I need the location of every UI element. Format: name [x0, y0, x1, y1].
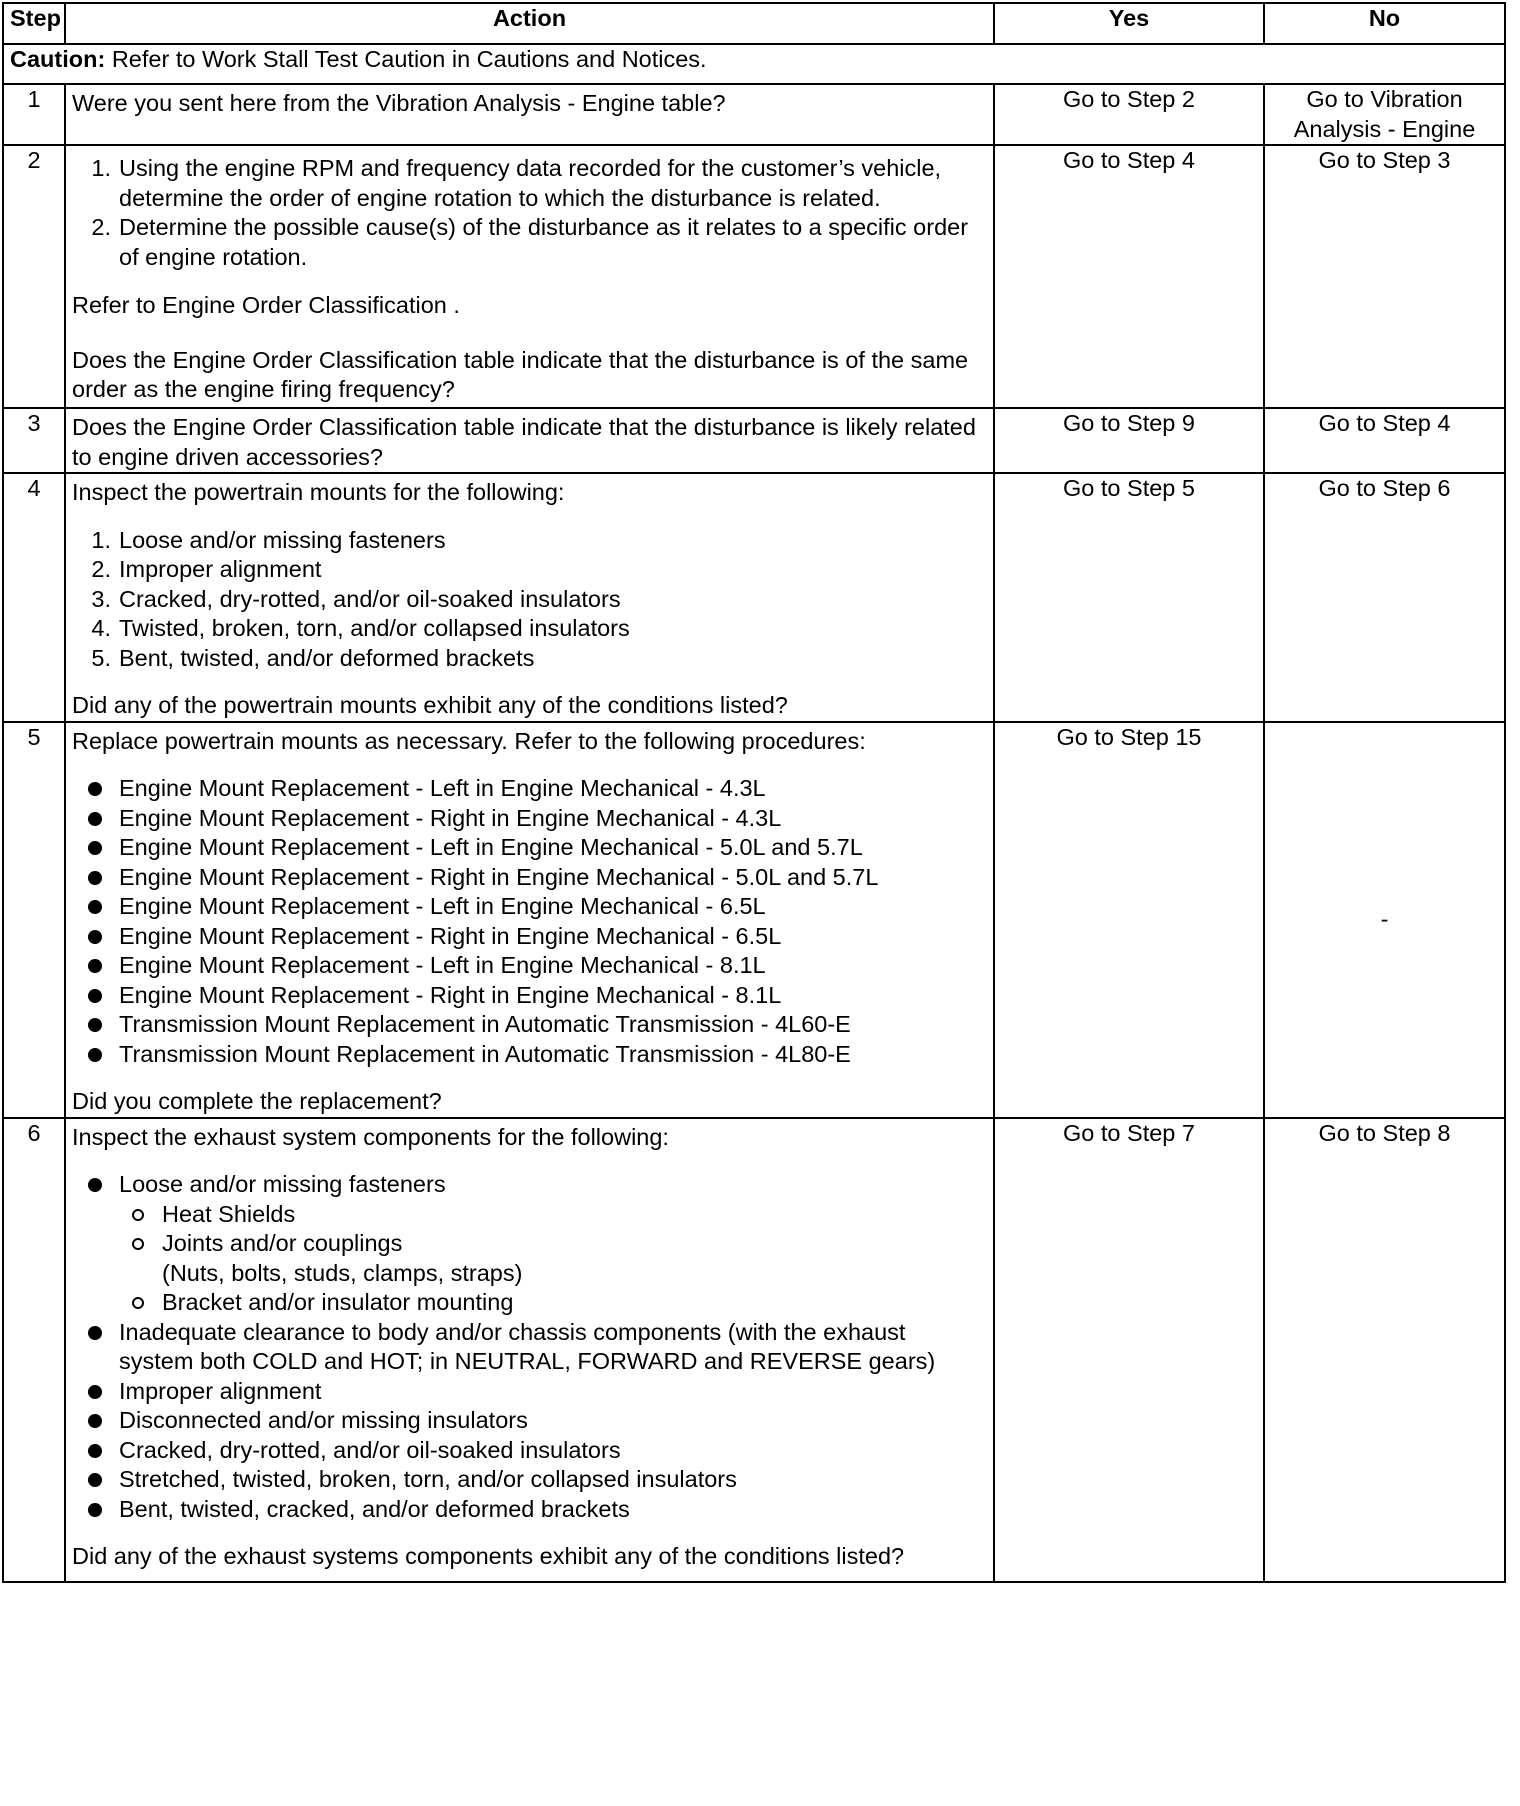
action-cell — [65, 722, 994, 1118]
action-cell — [65, 1118, 994, 1582]
list-item: 2. Improper alignment — [91, 556, 322, 582]
procedure-link[interactable]: Engine Mount Replacement - Right in Engine Mechanical - 5.0L and 5.7L — [72, 863, 987, 893]
no-cell: - — [1264, 722, 1505, 1118]
list-item: 5. Bent, twisted, and/or deformed brackets — [91, 644, 535, 671]
circle-bullet-icon — [119, 1288, 162, 1318]
sub-list-item: Bracket and/or insulator mounting — [119, 1288, 987, 1318]
diagnostic-table — [2, 2, 1506, 1583]
condition-list — [72, 1170, 987, 1524]
procedure-link[interactable]: Transmission Mount Replacement in Automatic Transmission - 4L60-E — [72, 1010, 987, 1040]
bullet-icon — [72, 892, 119, 922]
intro-text: Inspect the exhaust system components for the following: — [72, 1123, 669, 1150]
no-cell[interactable]: Go to Step 4 — [1264, 408, 1505, 473]
yes-cell[interactable]: Go to Step 7 — [994, 1118, 1264, 1582]
header-step: Step — [3, 3, 65, 44]
no-cell[interactable]: Go to Step 3 — [1264, 145, 1505, 408]
list-item: 3. Cracked, dry-rotted, and/or oil-soaked insulators — [91, 585, 621, 612]
yes-cell[interactable]: Go to Step 9 — [994, 408, 1264, 473]
sub-list-item: Joints and/or couplings (Nuts, bolts, studs, clamps, straps) — [119, 1229, 987, 1288]
header-yes: Yes — [994, 3, 1264, 44]
no-cell[interactable] — [1264, 84, 1505, 145]
caution-cell — [3, 44, 1505, 84]
action-cell — [65, 145, 994, 408]
numbered-list — [72, 526, 987, 674]
list-item: 4. Twisted, broken, torn, and/or collapsed insulators — [91, 615, 630, 641]
list-item: Disconnected and/or missing insulators — [72, 1406, 987, 1436]
step-number: 5 — [3, 722, 65, 1118]
no-line-2: Analysis - Engine — [1293, 115, 1476, 142]
list-item: 2. Determine the possible cause(s) of the disturbance as it relates to a specific order of engine rotation. — [91, 214, 969, 270]
circle-bullet-icon — [119, 1229, 162, 1288]
list-item: 1. Using the engine RPM and frequency data recorded for the customer’s vehicle, determine the order of engine rotation to which the disturbance is related. — [91, 155, 942, 211]
procedure-link[interactable]: Engine Mount Replacement - Right in Engine Mechanical - 6.5L — [72, 922, 987, 952]
step-number: 2 — [3, 145, 65, 408]
list-item: Bent, twisted, cracked, and/or deformed brackets — [72, 1495, 987, 1525]
yes-cell[interactable]: Go to Step 5 — [994, 473, 1264, 722]
bullet-icon — [72, 1040, 119, 1070]
table-row-step-2 — [3, 145, 1505, 408]
bullet-icon — [72, 1010, 119, 1040]
bullet-icon — [72, 863, 119, 893]
refer-text[interactable]: Refer to Engine Order Classification . — [72, 292, 460, 318]
procedure-link[interactable]: Engine Mount Replacement - Right in Engine Mechanical - 4.3L — [72, 804, 987, 834]
list-item: Improper alignment — [72, 1377, 987, 1407]
bullet-icon — [72, 981, 119, 1011]
no-cell[interactable]: Go to Step 6 — [1264, 473, 1505, 722]
question-text: Did you complete the replacement? — [72, 1088, 442, 1114]
caution-row — [3, 44, 1505, 84]
bullet-icon — [72, 833, 119, 863]
question-text: Were you sent here from the Vibration Analysis - Engine table? — [72, 90, 726, 116]
intro-text: Replace powertrain mounts as necessary. Refer to the following procedures: — [72, 727, 866, 754]
action-cell — [65, 408, 994, 473]
yes-cell[interactable]: Go to Step 4 — [994, 145, 1264, 408]
yes-cell[interactable]: Go to Step 15 — [994, 722, 1264, 1118]
bullet-icon — [72, 1465, 119, 1495]
no-line-1: Go to Vibration — [1306, 86, 1463, 112]
procedure-link[interactable]: Transmission Mount Replacement in Automatic Transmission - 4L80-E — [72, 1040, 987, 1070]
bullet-icon — [72, 1377, 119, 1407]
table-row-step-4 — [3, 473, 1505, 722]
procedure-link[interactable]: Engine Mount Replacement - Left in Engine Mechanical - 6.5L — [72, 892, 987, 922]
procedure-link[interactable]: Engine Mount Replacement - Right in Engine Mechanical - 8.1L — [72, 981, 987, 1011]
circle-bullet-icon — [119, 1200, 162, 1230]
question-text: Does the Engine Order Classification table indicate that the disturbance is of the same order as the engine firing frequency? — [72, 346, 969, 402]
table-row-step-3 — [3, 408, 1505, 473]
bullet-icon — [72, 774, 119, 804]
procedure-link[interactable]: Engine Mount Replacement - Left in Engine Mechanical - 8.1L — [72, 951, 987, 981]
action-cell — [65, 84, 994, 145]
procedure-link[interactable]: Engine Mount Replacement - Left in Engine Mechanical - 4.3L — [72, 774, 987, 804]
bullet-icon — [72, 804, 119, 834]
bullet-icon — [72, 951, 119, 981]
bullet-icon — [72, 1406, 119, 1436]
header-row — [3, 3, 1505, 44]
header-no: No — [1264, 3, 1505, 44]
procedure-link[interactable]: Engine Mount Replacement - Left in Engine Mechanical - 5.0L and 5.7L — [72, 833, 987, 863]
numbered-list — [72, 154, 987, 272]
sub-list — [119, 1200, 987, 1318]
no-cell[interactable]: Go to Step 8 — [1264, 1118, 1505, 1582]
list-item: Stretched, twisted, broken, torn, and/or collapsed insulators — [72, 1465, 987, 1495]
list-item: 1. Loose and/or missing fasteners — [91, 526, 446, 553]
table-row-step-1 — [3, 84, 1505, 145]
question-text: Did any of the exhaust systems components exhibit any of the conditions listed? — [72, 1543, 905, 1569]
question-text: Does the Engine Order Classification table indicate that the disturbance is likely related to engine driven accessories? — [72, 414, 976, 470]
intro-text: Inspect the powertrain mounts for the following: — [72, 479, 565, 505]
table-row-step-6 — [3, 1118, 1505, 1582]
bullet-icon — [72, 1436, 119, 1466]
step-number: 3 — [3, 408, 65, 473]
step-number: 1 — [3, 84, 65, 145]
table-row-step-5 — [3, 722, 1505, 1118]
caution-text: Refer to Work Stall Test Caution in Cautions and Notices. — [105, 46, 707, 72]
header-action: Action — [65, 3, 994, 44]
bullet-icon — [72, 1170, 119, 1318]
bullet-icon — [72, 1495, 119, 1525]
caution-label: Caution: — [10, 46, 106, 72]
step-number: 4 — [3, 473, 65, 722]
list-item: Inadequate clearance to body and/or chassis components (with the exhaust system both COLD and HOT; in NEUTRAL, FORWARD and REVERSE gears) — [72, 1318, 987, 1377]
action-cell — [65, 473, 994, 722]
list-item: Cracked, dry-rotted, and/or oil-soaked insulators — [72, 1436, 987, 1466]
list-item: Loose and/or missing fasteners Heat Shields Joints and/or couplings (Nuts, bolts, studs, clamps, straps) Bracket and/or insulator mounting — [72, 1170, 987, 1318]
step-number: 6 — [3, 1118, 65, 1582]
yes-cell[interactable]: Go to Step 2 — [994, 84, 1264, 145]
procedure-list — [72, 774, 987, 1069]
question-text: Did any of the powertrain mounts exhibit any of the conditions listed? — [72, 692, 788, 718]
bullet-icon — [72, 1318, 119, 1377]
sub-list-item: Heat Shields — [119, 1200, 987, 1230]
bullet-icon — [72, 922, 119, 952]
